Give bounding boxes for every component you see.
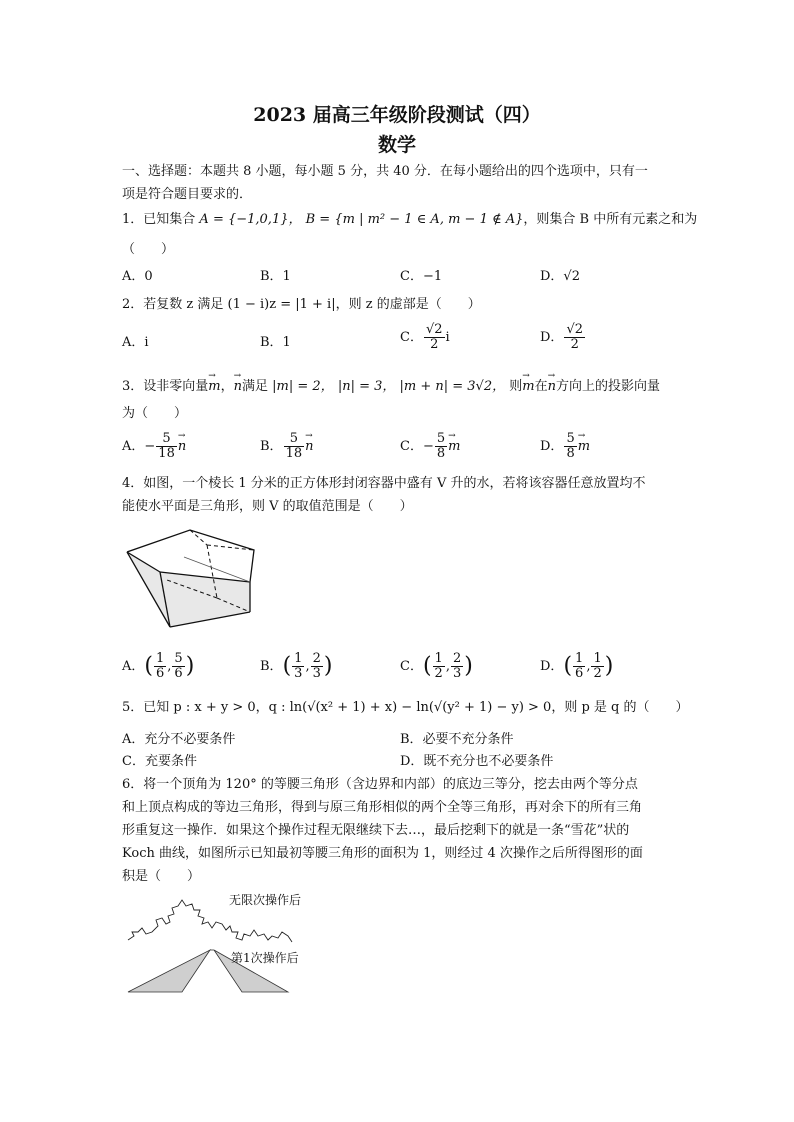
q3-option-d	[540, 432, 590, 461]
q4-option-c: C．( $\frac{1}{2}$ , $\frac{2}{3}$ )	[400, 651, 473, 681]
fraction-denominator: 6	[155, 666, 165, 681]
fraction-numerator: 5	[156, 432, 177, 447]
q3-suffix: 则	[509, 379, 523, 394]
q5-option-a: A．充分不必要条件	[122, 732, 236, 747]
q4-option-a-label: A．	[122, 659, 145, 674]
tilted-cube-figure	[122, 520, 262, 632]
q3-cond3: |m + n| = 3√2，	[399, 379, 506, 394]
q5-option-d: D．既不充分也不必要条件	[400, 754, 554, 769]
fraction-denominator: 8	[566, 446, 575, 461]
fraction-numerator: 1	[294, 651, 303, 666]
q3-option-d-vector: → m	[578, 437, 590, 457]
q4-option-b: B．( $\frac{1}{3}$ , $\frac{2}{3}$ )	[260, 651, 333, 681]
fraction-numerator: 1	[575, 651, 584, 666]
q1-stem	[122, 210, 697, 230]
fraction-denominator: 3	[294, 666, 303, 681]
q3-option-b-label: B．	[260, 439, 283, 454]
q3-stem-line2: 为（ ）	[122, 406, 188, 421]
q3-suffix3: 方向上的投影向量	[556, 379, 661, 394]
fig-label-first: 第1次操作后	[231, 951, 299, 965]
q3-option-a-fraction	[156, 432, 177, 461]
q2-option-d-fraction	[564, 323, 585, 352]
q4-stem-line1: 4．如图，一个棱长 1 分米的正方体形封闭容器中盛有 V 升的水，若将该容器任意放置均不	[122, 476, 646, 491]
q5-option-b: B．必要不充分条件	[400, 732, 514, 747]
q1-prefix: 1．已知集合	[122, 212, 196, 227]
q3-option-a-sign: −	[144, 439, 156, 454]
fraction-numerator: 1	[155, 651, 165, 666]
interval-end	[311, 652, 323, 681]
fraction-numerator: 1	[593, 651, 602, 666]
fraction-denominator: 18	[285, 446, 303, 461]
fraction-denominator: 6	[174, 666, 183, 681]
paren-open: (	[144, 653, 153, 679]
q2-option-c-unit: i	[445, 330, 450, 345]
fraction-denominator: 8	[436, 446, 446, 461]
q4-option-b-label: B．	[260, 659, 283, 674]
paren-close: )	[323, 653, 333, 679]
q6-stem-line1: 6．将一个顶角为 120° 的等腰三角形（含边界和内部）的底边三等分，挖去由两个等分点	[122, 777, 638, 792]
q3-cond2: |n| = 3，	[337, 379, 396, 394]
q2-option-c	[400, 323, 450, 352]
paren-close: )	[185, 653, 195, 679]
subject-title: 数学	[377, 134, 416, 156]
q3-option-b	[260, 432, 313, 461]
q3-mid: 满足	[242, 379, 269, 394]
q3-option-a-label: A．	[122, 439, 145, 454]
q4-option-a: A．( $\frac{1}{6}$ , $\frac{5}{6}$ )	[122, 651, 195, 681]
q3-vector-m: → m	[208, 377, 220, 397]
q3-option-c-vector: → m	[448, 437, 460, 457]
q3-cond1: |m| = 2，	[272, 379, 334, 394]
q3-stem: 3．设非零向量→ m，→ n满足 |m| = 2， |n| = 3， |m + n| = 3√2， 则→ m在→ n方向上的投影向量	[122, 377, 660, 397]
q3-vector-m-2: → m	[522, 377, 534, 397]
fraction-denominator: 2	[593, 666, 602, 681]
q4-stem-line2: 能使水平面是三角形，则 V 的取值范围是（ ）	[122, 499, 413, 514]
q1-suffix: ，则集合 B 中所有元素之和为	[523, 212, 698, 227]
interval-end	[172, 652, 184, 681]
q1-option-a: A．0	[122, 269, 153, 284]
q1-option-b: B．1	[260, 269, 291, 284]
q2-option-d	[540, 323, 586, 352]
fraction-numerator: 5	[436, 431, 446, 446]
q5-stem: 5．已知 p : x + y > 0，q : ln(√(x² + 1) + x) − ln(√(y² + 1) − y) > 0，则 p 是 q 的（ ）	[122, 700, 689, 715]
q6-stem-line2: 和上顶点构成的等边三角形，得到与原三角形相似的两个全等三角形，再对余下的所有三角	[122, 800, 643, 815]
fraction-numerator: 5	[284, 432, 305, 447]
q3-option-a-vector: → n	[178, 437, 186, 457]
q3-option-c-sign: −	[422, 439, 434, 454]
q2-option-a: A．i	[122, 335, 149, 350]
fraction-denominator: 2	[430, 337, 439, 352]
q2-option-d-label: D．	[540, 330, 564, 345]
q3-option-b-vector: → n	[305, 437, 313, 457]
q2-option-c-label: C．	[400, 330, 423, 345]
fraction-numerator: √2	[566, 322, 583, 337]
q5-option-c: C．充要条件	[122, 754, 197, 769]
fraction-numerator: 5	[566, 431, 575, 446]
q3-option-c-label: C．	[400, 439, 423, 454]
fraction-numerator: √2	[425, 322, 443, 337]
q3-option-b-fraction	[284, 432, 305, 461]
interval-start	[433, 652, 445, 681]
interval-end	[591, 652, 603, 681]
q3-suffix2: 在	[534, 379, 548, 394]
fraction-denominator: 3	[452, 666, 462, 681]
q4-option-d-label: D．	[540, 659, 564, 674]
paren-open: (	[563, 653, 573, 679]
q1-option-c: C．−1	[400, 269, 443, 284]
q1-set-a: A = {−1,0,1}，	[199, 212, 302, 227]
q3-vector-n-2: → n	[548, 377, 556, 397]
interval-start	[573, 652, 585, 681]
q3-option-a	[122, 432, 186, 461]
q1-paren: （ ）	[122, 242, 175, 257]
interval-end	[451, 652, 463, 681]
fraction-denominator: 18	[158, 446, 175, 461]
fraction-numerator: 5	[174, 651, 183, 666]
q3-option-c	[400, 432, 460, 461]
interval-start	[154, 652, 166, 681]
q3-option-d-fraction	[564, 432, 576, 461]
first-step-left-triangle	[128, 950, 210, 992]
interval-start	[292, 652, 304, 681]
section-instructions-2: 项是符合题目要求的．	[122, 187, 253, 202]
q6-stem-line3: 形重复这一操作．如果这个操作过程无限继续下去…，最后挖剩下的就是一条“雪花”状的	[122, 823, 630, 838]
paren-open: (	[282, 653, 292, 679]
q3-option-d-label: D．	[540, 439, 564, 454]
q6-stem-line5: 积是（ ）	[122, 869, 201, 884]
fraction-numerator: 2	[312, 651, 321, 666]
fraction-denominator: 2	[570, 337, 579, 352]
fraction-numerator: 1	[434, 651, 443, 666]
q2-stem: 2．若复数 z 满足 (1 − i)z = |1 + i|，则 z 的虚部是（ ）	[122, 297, 481, 312]
paren-close: )	[464, 653, 473, 679]
q1-set-b: B = {m | m² − 1 ∈ A, m − 1 ∉ A}	[305, 212, 524, 227]
q2-option-c-fraction	[424, 323, 445, 352]
fraction-denominator: 6	[575, 666, 584, 681]
fraction-denominator: 3	[312, 666, 321, 681]
q4-option-c-label: C．	[400, 659, 423, 674]
q4-option-d: D．( $\frac{1}{6}$ , $\frac{1}{2}$ )	[540, 651, 614, 681]
q6-stem-line4: Koch 曲线，如图所示已知最初等腰三角形的面积为 1，则经过 4 次操作之后所得图形的面	[122, 846, 643, 861]
fraction-numerator: 2	[452, 651, 462, 666]
paren-close: )	[604, 653, 614, 679]
q3-prefix: 3．设非零向量	[122, 379, 209, 394]
q3-vector-n: → n	[234, 377, 242, 397]
q2-option-b: B．1	[260, 335, 291, 350]
fig-label-infinite: 无限次操作后	[229, 893, 302, 907]
paren-open: (	[422, 653, 432, 679]
exam-title: 2023 届高三年级阶段测试（四）	[253, 104, 541, 126]
q1-option-d: D．√2	[540, 269, 580, 284]
section-instructions-1: 一、选择题：本题共 8 小题，每小题 5 分，共 40 分．在每小题给出的四个选项中，只有一	[122, 164, 648, 179]
fraction-denominator: 2	[434, 666, 443, 681]
q3-option-c-fraction	[435, 432, 447, 461]
